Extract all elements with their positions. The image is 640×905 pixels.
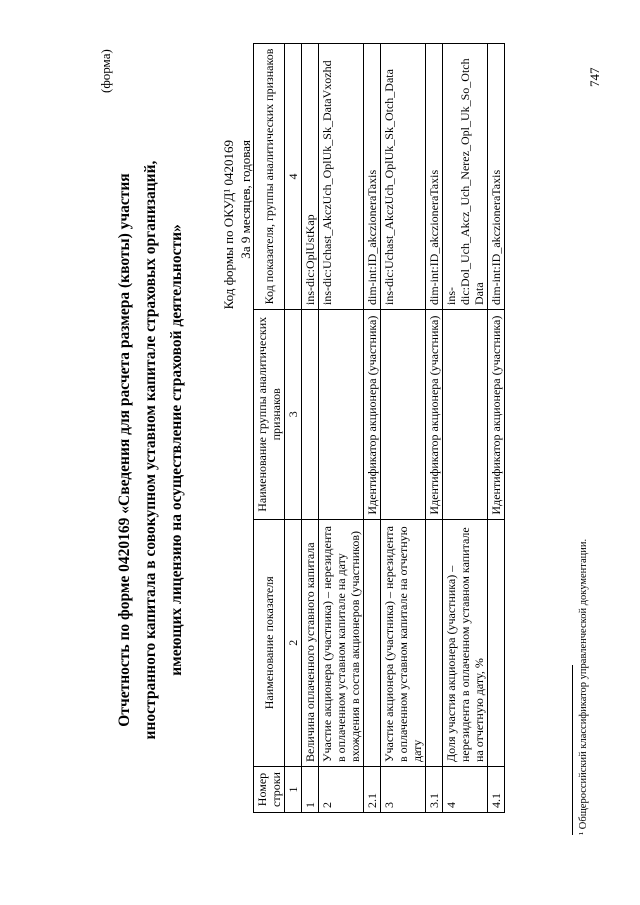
indicator-code: dim-int:ID_akczioneraTaxis — [488, 44, 505, 310]
group-name — [302, 309, 319, 519]
header-indicator-name: Наименование показателя — [254, 519, 285, 766]
col-number: 1 — [285, 767, 302, 813]
row-number: 2.1 — [364, 767, 381, 813]
table-header-row — [254, 44, 285, 813]
group-name — [319, 309, 364, 519]
indicator-code: ins-dic:Uchast_AkczUch_OplUk_Sk_DataVxozhd — [319, 44, 364, 310]
group-name — [381, 309, 426, 519]
indicator-code: dim-int:ID_akczioneraTaxis — [364, 44, 381, 310]
group-name — [443, 309, 488, 519]
table-row — [319, 44, 364, 813]
report-period: За 9 месяцев, годовая — [238, 140, 253, 259]
indicator-code: ins-dic:Uchast_AkczUch_OplUk_Sk_Otch_Data — [381, 44, 426, 310]
row-number: 1 — [302, 767, 319, 813]
column-numbers-row — [285, 44, 302, 813]
indicator-code: ins-dic:OplUstKap — [302, 44, 319, 310]
col-number: 4 — [285, 44, 302, 310]
okud-block — [220, 140, 254, 309]
indicator-name: Участие акционера (участника) – нерезидента в оплаченном уставном капитале на дату вхождения в состав акционеров (участников) — [319, 519, 364, 766]
table-row — [302, 44, 319, 813]
row-number: 3.1 — [426, 767, 443, 813]
footnote: ¹ Общероссийский классификатор управленческой документации. — [578, 538, 589, 835]
document-title — [112, 135, 190, 765]
indicator-name: Доля участия акционера (участника) – нерезидента в оплаченном уставном капитале на отчетную дату, % — [443, 519, 488, 766]
row-number: 2 — [319, 767, 364, 813]
indicator-name — [426, 519, 443, 766]
row-number: 3 — [381, 767, 426, 813]
group-name: Идентификатор акционера (участника) — [364, 309, 381, 519]
header-group-name: Наименование группы аналитических признаков — [254, 309, 285, 519]
indicator-name — [364, 519, 381, 766]
footnote-divider — [572, 665, 573, 835]
indicator-name: Участие акционера (участника) – нерезидента в оплаченном уставном капитале на отчетную дату — [381, 519, 426, 766]
title-line-2: иностранного капитала в совокупном уставном капитале страховых организаций, — [142, 160, 159, 740]
group-name: Идентификатор акционера (участника) — [488, 309, 505, 519]
row-number: 4.1 — [488, 767, 505, 813]
indicator-code: dim-int:ID_akczioneraTaxis — [426, 44, 443, 310]
table-row — [426, 44, 443, 813]
table-row — [364, 44, 381, 813]
header-row-number: Номер строки — [254, 767, 285, 813]
col-number: 3 — [285, 309, 302, 519]
indicators-table — [253, 43, 505, 813]
form-label: (форма) — [98, 49, 113, 93]
col-number: 2 — [285, 519, 302, 766]
header-code: Код показателя, группы аналитических признаков — [254, 44, 285, 310]
title-line-1: Отчетность по форме 0420169 «Сведения для расчета размера (квоты) участия — [116, 173, 133, 727]
group-name: Идентификатор акционера (участника) — [426, 309, 443, 519]
table-row — [381, 44, 426, 813]
table-row — [443, 44, 488, 813]
indicator-name: Величина оплаченного уставного капитала — [302, 519, 319, 766]
table-row — [488, 44, 505, 813]
indicator-code: ins-dic:Dol_Uch_Akcz_Uch_Nerez_Opl_Uk_So_Otch Data — [443, 44, 488, 310]
indicator-name — [488, 519, 505, 766]
page-number: 747 — [587, 67, 602, 87]
okud-code: Код формы по ОКУД¹ 0420169 — [221, 140, 236, 310]
row-number: 4 — [443, 767, 488, 813]
title-line-3: имеющих лицензию на осуществление страховой деятельности» — [168, 224, 185, 676]
